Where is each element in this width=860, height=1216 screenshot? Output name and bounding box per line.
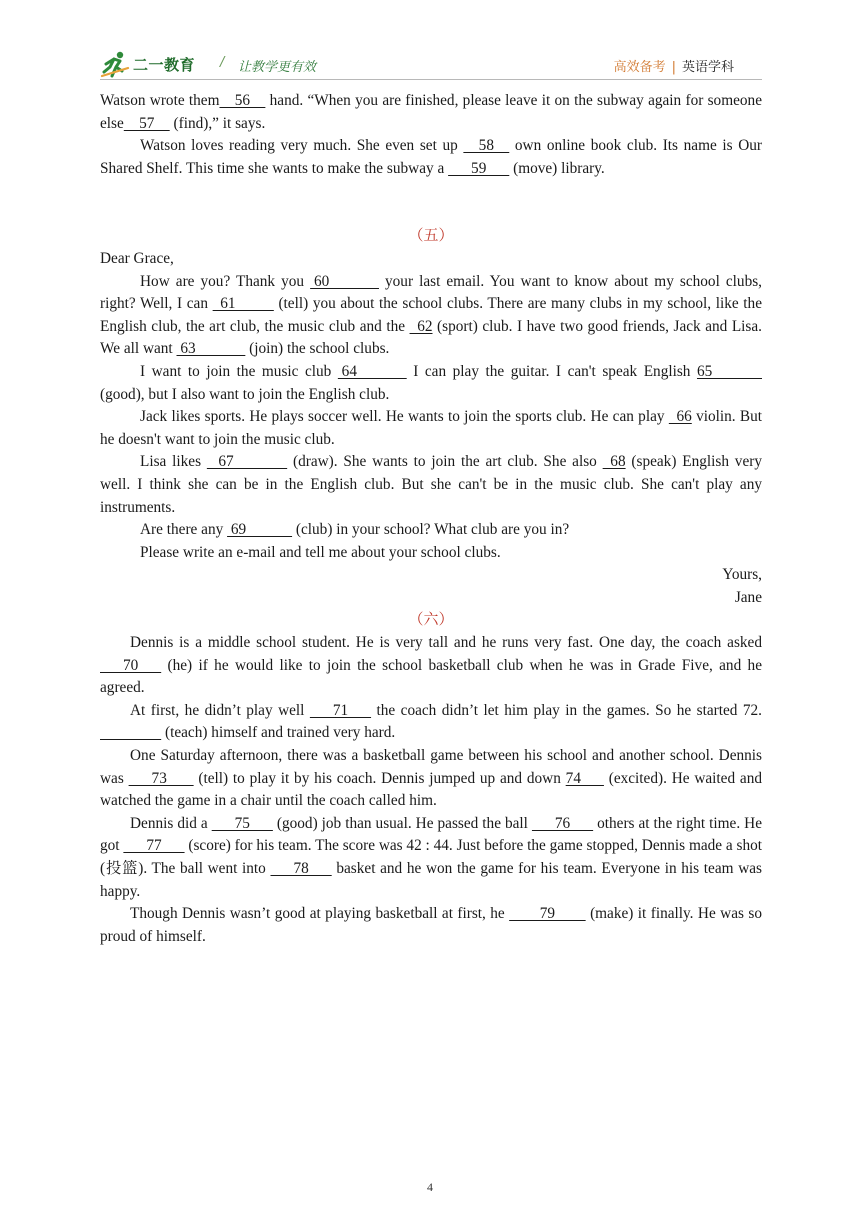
blank-74[interactable]: 74 bbox=[565, 769, 604, 787]
header-separator: / bbox=[220, 55, 225, 70]
blank-63[interactable]: 63 bbox=[176, 340, 246, 358]
blank-56[interactable]: 56 bbox=[219, 92, 266, 109]
blank-57[interactable]: 57 bbox=[123, 114, 170, 132]
text: Jack likes sports. He plays soccer well. He wants to join the sports club. He can play bbox=[140, 408, 669, 426]
blank-70[interactable]: 70 bbox=[100, 656, 162, 674]
section-title-6: （六） bbox=[408, 612, 454, 629]
text: (make) it finally. He was so proud of himself. bbox=[100, 905, 762, 945]
paragraph bbox=[100, 271, 762, 361]
text: (find),” it says. bbox=[169, 114, 266, 132]
blank-68[interactable]: 68 bbox=[602, 453, 626, 471]
text: (draw). She wants to join the art club. She also bbox=[287, 453, 603, 471]
text: hand. “When you are finished, please leave it on the subway again for someone else bbox=[100, 92, 762, 132]
text: Lisa likes bbox=[140, 453, 207, 471]
blank-78[interactable]: 78 bbox=[270, 860, 332, 877]
text: (tell) to play it by his coach. Dennis jumped up and down bbox=[193, 769, 566, 787]
blank-59[interactable]: 59 bbox=[448, 159, 510, 177]
text: I can play the guitar. I can't speak English bbox=[406, 362, 697, 380]
blank-71[interactable]: 71 bbox=[309, 701, 372, 719]
blank-79[interactable]: 79 bbox=[509, 905, 586, 923]
paragraph bbox=[100, 813, 762, 903]
letter-closing: Yours, bbox=[722, 566, 762, 584]
paragraph bbox=[100, 361, 762, 406]
paragraph bbox=[100, 90, 762, 135]
text: own online book club. Its name is Our Shared Shelf. This time she wants to make the subway a bbox=[100, 137, 762, 177]
text: others at the right time. He got bbox=[100, 814, 762, 855]
header-slogan: 让教学更有效 bbox=[238, 60, 317, 75]
text: (sport) club. I have two good friends, Jack and Lisa. We all want bbox=[100, 317, 762, 358]
blank-61[interactable]: 61 bbox=[212, 295, 274, 313]
blank-62[interactable]: 62 bbox=[409, 317, 433, 335]
text: Dennis did a bbox=[130, 814, 212, 832]
header-subject: 英语学科 bbox=[681, 60, 734, 75]
blank-66[interactable]: 66 bbox=[668, 408, 692, 426]
header-right bbox=[614, 56, 734, 75]
paragraph bbox=[100, 700, 762, 745]
text: Dennis is a middle school student. He is very tall and he runs very fast. One day, the coach asked bbox=[130, 634, 762, 652]
paragraph bbox=[100, 519, 762, 542]
text: (speak) English very well. I think she can be in the English club. But she can't be in the music club. She can't play any instruments. bbox=[100, 453, 762, 516]
page-header bbox=[100, 48, 762, 82]
paragraph bbox=[100, 745, 762, 813]
logo-text: 二一教育 bbox=[133, 55, 196, 74]
paragraph bbox=[100, 406, 762, 451]
text: How are you? Thank you bbox=[140, 272, 311, 290]
blank-60[interactable]: 60 bbox=[310, 272, 379, 290]
text: (good) job than usual. He passed the ball bbox=[272, 814, 532, 832]
paragraph bbox=[100, 632, 762, 700]
text: I want to join the music club bbox=[140, 362, 338, 380]
blank-72[interactable] bbox=[100, 722, 161, 745]
text: (excited). He waited and watched the game in a chair until the coach called him. bbox=[100, 769, 762, 810]
text: At first, he didn’t play well bbox=[130, 701, 310, 719]
text: violin. But he doesn't want to join the music club. bbox=[100, 408, 762, 448]
header-pipe: | bbox=[671, 60, 676, 75]
blank-73[interactable]: 73 bbox=[128, 769, 194, 787]
blank-64[interactable]: 64 bbox=[337, 362, 407, 380]
blank-58[interactable]: 58 bbox=[463, 137, 510, 155]
text: Are there any bbox=[140, 521, 228, 539]
section-title-5: （五） bbox=[408, 228, 454, 245]
document-body bbox=[100, 90, 762, 948]
text: (club) in your school? What club are you in? bbox=[292, 521, 570, 539]
text: (teach) himself and trained very hard. bbox=[161, 724, 396, 742]
header-rule bbox=[100, 79, 762, 80]
paragraph bbox=[100, 135, 762, 180]
paragraph bbox=[100, 903, 762, 948]
text: (score) for his team. The score was 42 : 44. Just before the game stopped, Dennis made a shot (投篮). The ball went into bbox=[100, 837, 763, 877]
brand-logo bbox=[100, 50, 195, 78]
text: (join) the school clubs. bbox=[245, 340, 390, 358]
blank-76[interactable]: 76 bbox=[531, 814, 594, 832]
blank-67[interactable]: 67 bbox=[206, 453, 288, 471]
text: Watson loves reading very much. She even set up bbox=[140, 137, 464, 155]
header-tag-exam: 高效备考 bbox=[613, 60, 666, 75]
paragraph bbox=[100, 451, 762, 519]
text: (he) if he would like to join the school basketball club when he was in Grade Five, and he agreed. bbox=[100, 656, 762, 697]
blank-75[interactable]: 75 bbox=[211, 814, 273, 832]
text: your last email. You want to know about my school clubs, right? Well, I can bbox=[100, 272, 762, 313]
blank-69[interactable]: 69 bbox=[227, 521, 293, 539]
text: (tell) you about the school clubs. There are many clubs in my school, like the English club, the art club, the music club and the bbox=[100, 295, 762, 335]
text: Though Dennis wasn’t good at playing basketball at first, he bbox=[130, 905, 510, 923]
page-number: 4 bbox=[427, 1180, 433, 1194]
letter-greeting: Dear Grace, bbox=[100, 249, 174, 267]
spacer bbox=[100, 180, 762, 225]
runner-icon bbox=[100, 50, 130, 78]
text: basket and he won the game for his team. Everyone in his team was happy. bbox=[100, 860, 762, 900]
blank-65[interactable]: 65 bbox=[696, 362, 762, 380]
letter-signature: Jane bbox=[734, 588, 762, 606]
text: One Saturday afternoon, there was a basketball game between his school and another school. Dennis was bbox=[100, 747, 762, 787]
paragraph: Please write an e-mail and tell me about your school clubs. bbox=[140, 543, 501, 561]
text: (good), but I also want to join the English club. bbox=[100, 385, 390, 403]
blank-77[interactable]: 77 bbox=[123, 837, 185, 855]
text: Watson wrote them bbox=[100, 92, 220, 109]
text: the coach didn’t let him play in the games. So he started 72. bbox=[371, 701, 762, 719]
text: (move) library. bbox=[509, 159, 605, 177]
